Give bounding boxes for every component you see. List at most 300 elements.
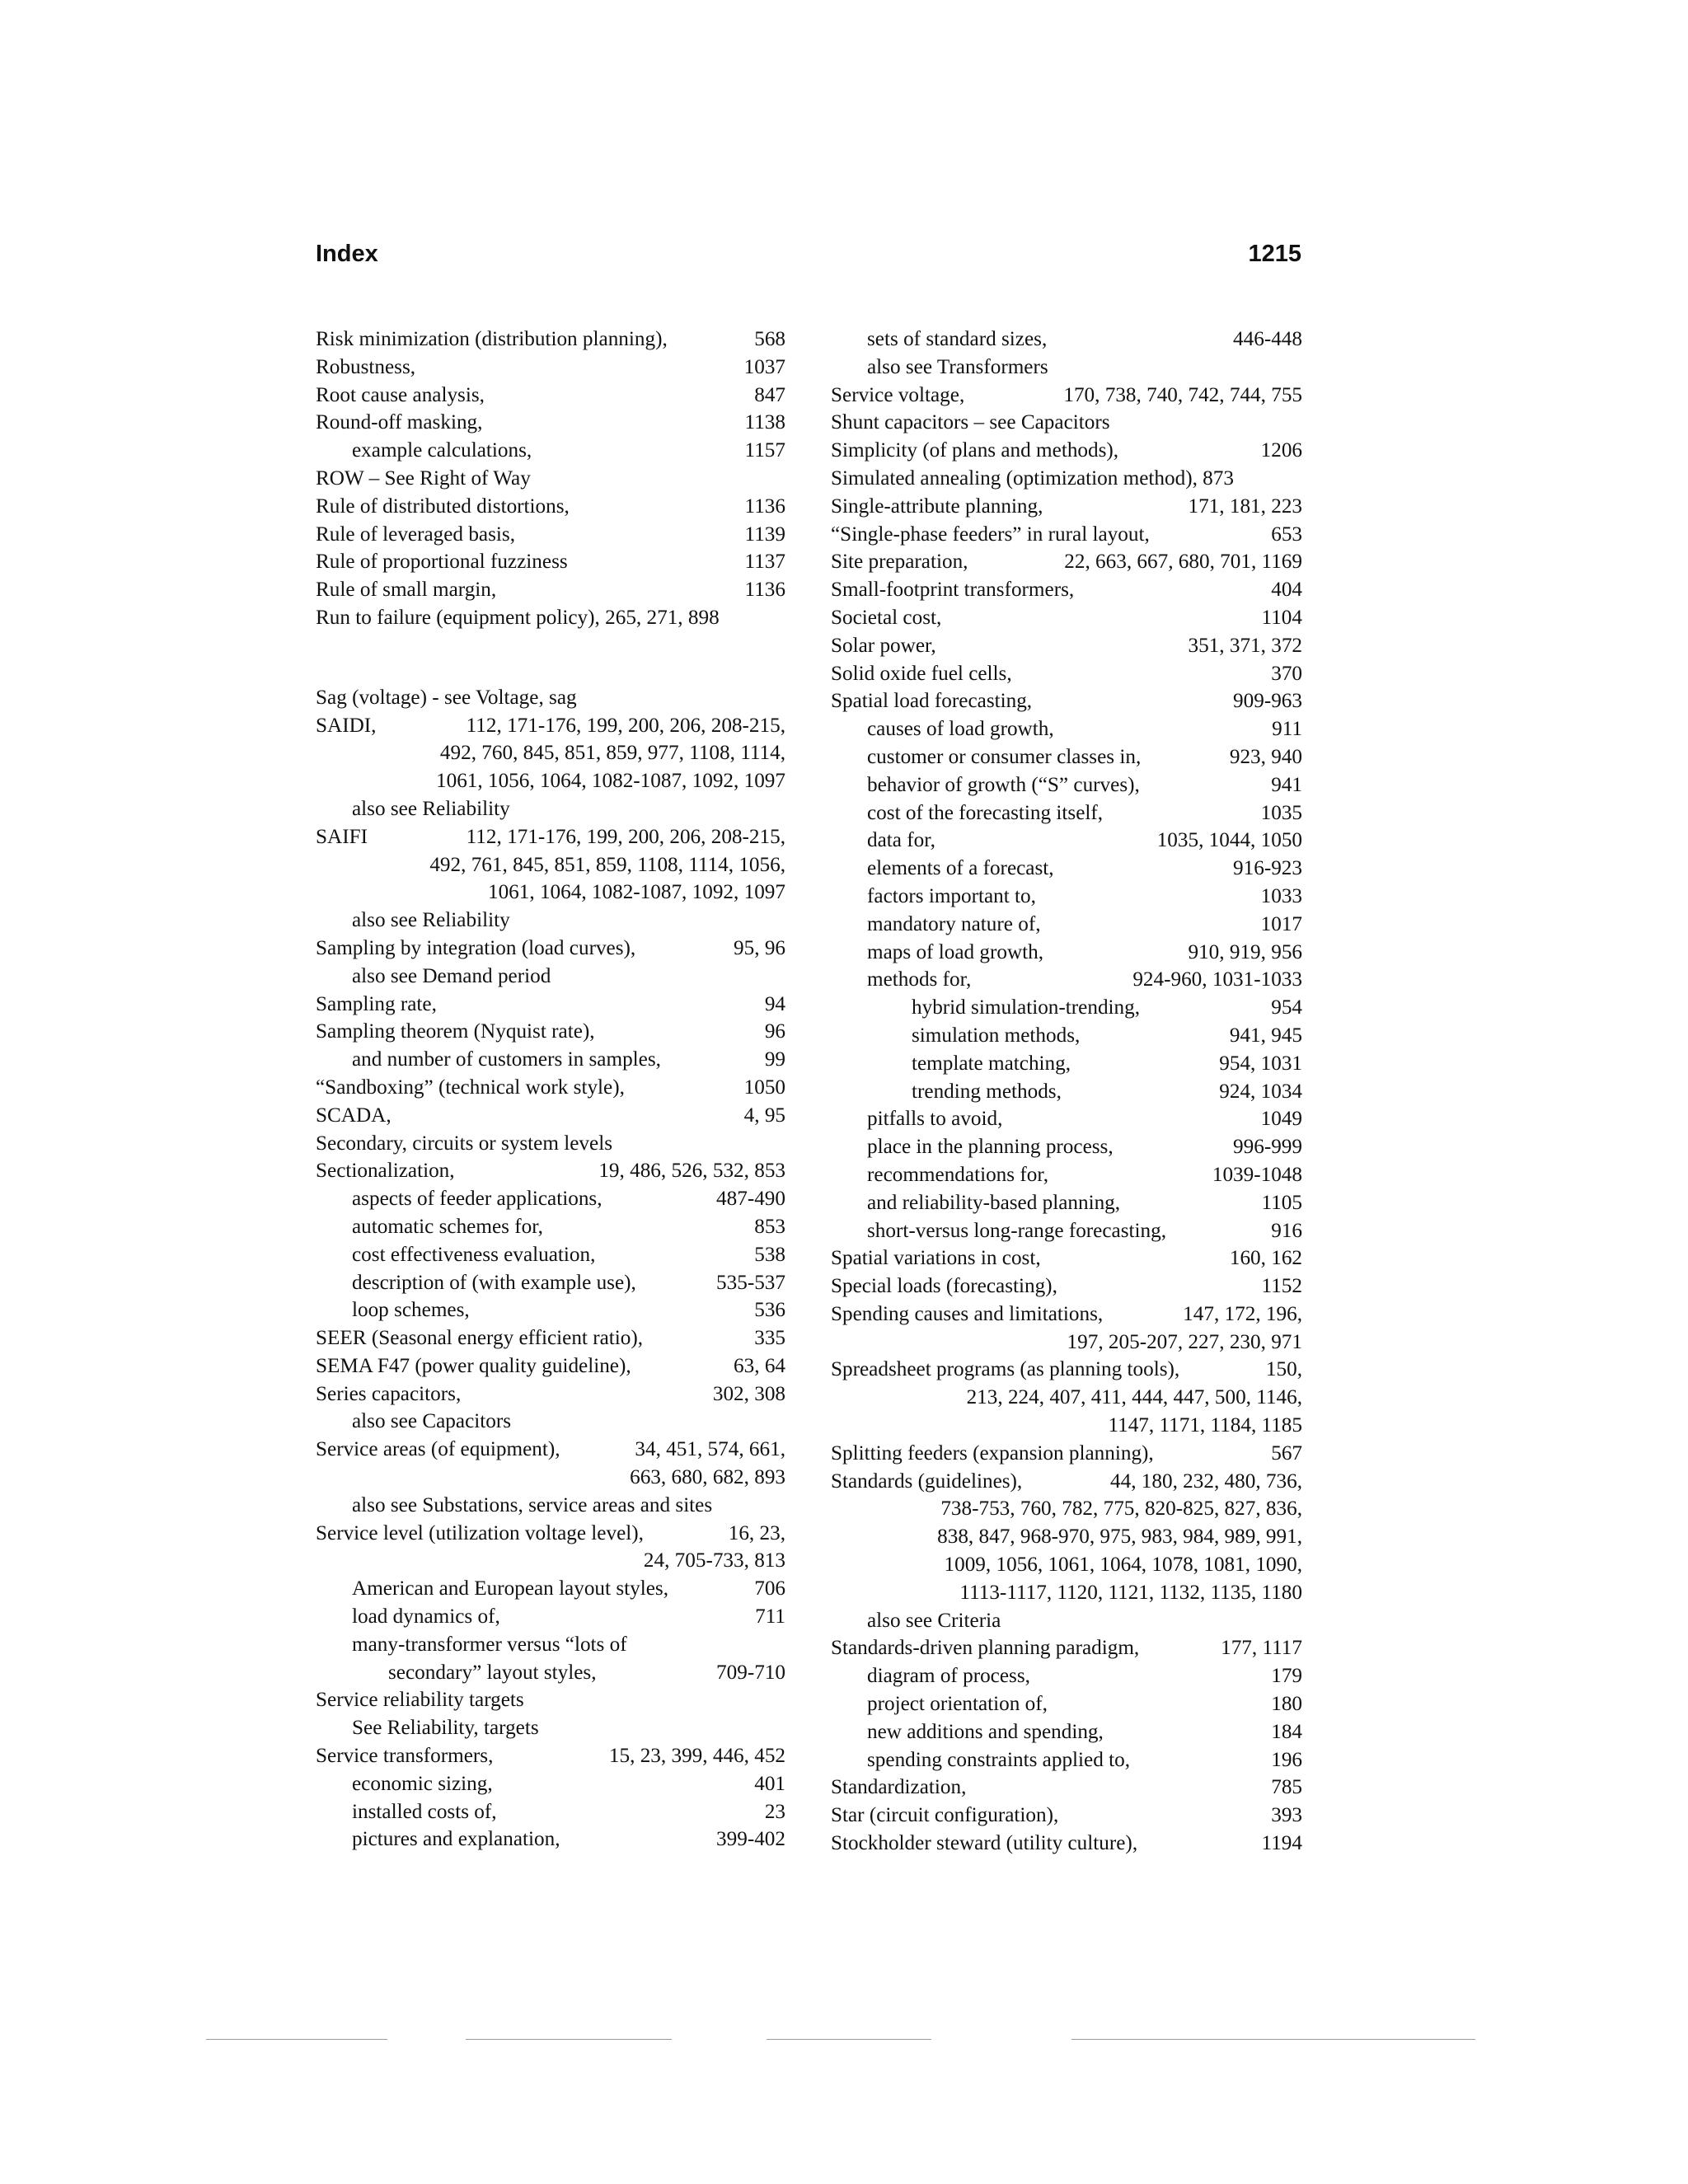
index-subentry <box>831 883 1302 911</box>
index-entry <box>316 604 785 632</box>
index-term: diagram of process, <box>867 1665 1030 1688</box>
page-references: 535-537 <box>716 1271 785 1294</box>
page-references: 1147, 1171, 1184, 1185 <box>1108 1414 1302 1437</box>
index-entry <box>831 604 1302 632</box>
index-term: Service areas (of equipment), <box>316 1438 560 1461</box>
page-references: 197, 205-207, 227, 230, 971 <box>1067 1330 1302 1353</box>
index-entry <box>316 1130 785 1158</box>
page-references: 909-963 <box>1233 690 1302 713</box>
index-entry <box>316 521 785 549</box>
page-references: 924-960, 1031-1033 <box>1132 968 1302 991</box>
index-entry <box>831 465 1302 493</box>
index-term: elements of a forecast, <box>867 857 1054 880</box>
index-term: “Sandboxing” (technical work style), <box>316 1076 625 1099</box>
index-entry <box>316 493 785 521</box>
page-references: 1136 <box>744 494 785 518</box>
index-term: cost effectiveness evaluation, <box>352 1243 596 1266</box>
page-references: 923, 940 <box>1229 745 1302 768</box>
index-term: Simplicity (of plans and methods), <box>831 439 1119 462</box>
index-term: SAIFI <box>316 825 368 848</box>
index-subentry <box>831 994 1302 1022</box>
index-term: Spreadsheet programs (as planning tools), <box>831 1358 1180 1381</box>
page-references: 568 <box>754 328 785 350</box>
index-term: Single-attribute planning, <box>831 494 1043 518</box>
index-entry-continuation <box>831 1523 1302 1551</box>
index-entry <box>316 712 785 740</box>
index-entry <box>316 991 785 1019</box>
index-term: recommendations for, <box>867 1163 1049 1186</box>
page-references: 1061, 1064, 1082-1087, 1092, 1097 <box>487 881 785 904</box>
page-references: 112, 171-176, 199, 200, 206, 208-215, <box>466 825 785 848</box>
index-subentry <box>831 1189 1302 1217</box>
scan-artifact <box>1071 2039 1475 2040</box>
index-term: Shunt capacitors – see Capacitors <box>831 411 1110 434</box>
page-references: 663, 680, 682, 893 <box>630 1466 785 1489</box>
page-references: 706 <box>754 1577 785 1601</box>
page-references: 96 <box>764 1020 785 1043</box>
page-references: 302, 308 <box>712 1382 785 1405</box>
index-subentry <box>316 1269 785 1297</box>
page-references: 184 <box>1271 1720 1302 1743</box>
index-subentry <box>831 1662 1302 1690</box>
page-header <box>316 241 1301 274</box>
index-term: Risk minimization (distribution planning), <box>316 328 668 350</box>
page-references: 1017 <box>1260 912 1302 935</box>
index-subentry <box>831 1161 1302 1189</box>
page-references: 916-923 <box>1233 857 1302 880</box>
index-term: Stockholder steward (utility culture), <box>831 1832 1138 1855</box>
index-term: “Single-phase feeders” in rural layout, <box>831 523 1150 546</box>
index-term: short-versus long-range forecasting, <box>867 1219 1167 1242</box>
index-entry-continuation <box>831 1384 1302 1412</box>
index-term: mandatory nature of, <box>867 912 1041 935</box>
index-subentry <box>831 939 1302 967</box>
index-subentry <box>831 354 1302 382</box>
index-entry <box>316 354 785 382</box>
index-term: American and European layout styles, <box>352 1577 668 1601</box>
page-references: 94 <box>764 992 785 1015</box>
index-term: maps of load growth, <box>867 940 1044 963</box>
page-references: 180 <box>1271 1693 1302 1716</box>
index-term: data for, <box>867 829 935 852</box>
index-entry <box>831 437 1302 465</box>
index-entry-continuation <box>831 1329 1302 1357</box>
page-references: 177, 1117 <box>1221 1637 1302 1660</box>
index-term: factors important to, <box>867 884 1036 907</box>
index-term: also see Substations, service areas and sites <box>352 1493 713 1516</box>
index-term: spending constraints applied to, <box>867 1748 1130 1771</box>
index-subentry <box>316 1714 785 1742</box>
page-references: 23 <box>764 1800 785 1823</box>
index-term: aspects of feeder applications, <box>352 1188 603 1211</box>
index-term: Spatial load forecasting, <box>831 690 1033 713</box>
index-subentry <box>831 743 1302 771</box>
page-references: 1035 <box>1260 801 1302 824</box>
index-entry <box>831 1301 1302 1329</box>
index-entry-continuation <box>316 1464 785 1492</box>
index-term: Sampling by integration (load curves), <box>316 936 636 959</box>
index-term: also see Reliability <box>352 909 510 932</box>
index-term: Societal cost, <box>831 606 942 629</box>
page-references: 446-448 <box>1233 328 1302 350</box>
index-term: pictures and explanation, <box>352 1828 560 1851</box>
index-entry <box>831 1634 1302 1662</box>
page-number: 1215 <box>1248 241 1301 267</box>
page-references: 1039-1048 <box>1212 1163 1302 1186</box>
index-subentry <box>316 1631 785 1659</box>
page-references: 1136 <box>744 579 785 602</box>
index-term: trending methods, <box>912 1080 1062 1103</box>
index-term: Rule of small margin, <box>316 579 497 602</box>
page-references: 1137 <box>744 551 785 574</box>
index-term: place in the planning process, <box>867 1136 1114 1159</box>
index-term: Rule of proportional fuzziness <box>316 551 568 574</box>
page-references: 941 <box>1271 773 1302 796</box>
page-references: 567 <box>1271 1441 1302 1465</box>
index-entry <box>831 1774 1302 1802</box>
page-references: 853 <box>754 1215 785 1238</box>
index-term: Spatial variations in cost, <box>831 1247 1041 1270</box>
index-term: Secondary, circuits or system levels <box>316 1132 612 1155</box>
index-term: Standards-driven planning paradigm, <box>831 1637 1140 1660</box>
page-references: 1139 <box>744 523 785 546</box>
page-references: 492, 760, 845, 851, 859, 977, 1108, 1114, <box>439 742 785 765</box>
index-entry <box>316 684 785 712</box>
index-term: SAIDI, <box>316 714 377 737</box>
index-term: also see Capacitors <box>352 1410 512 1433</box>
page-references: 1049 <box>1260 1108 1302 1131</box>
index-column-left <box>316 326 785 1854</box>
page-references: 1157 <box>744 439 785 462</box>
scan-artifact <box>767 2039 931 2040</box>
index-term: economic sizing, <box>352 1772 493 1795</box>
index-term: Round-off masking, <box>316 411 483 434</box>
page-references: 738-753, 760, 782, 775, 820-825, 827, 836, <box>940 1497 1302 1521</box>
index-term: description of (with example use), <box>352 1271 636 1294</box>
page-references: 954 <box>1271 996 1302 1019</box>
page-references: 351, 371, 372 <box>1188 634 1302 657</box>
index-subentry <box>831 799 1302 827</box>
index-term: causes of load growth, <box>867 718 1054 741</box>
page-references: 1138 <box>744 411 785 434</box>
index-entry <box>316 935 785 963</box>
index-term: load dynamics of, <box>352 1605 500 1629</box>
index-entry-continuation <box>831 1579 1302 1607</box>
index-subentry <box>316 963 785 991</box>
index-entry <box>831 1272 1302 1301</box>
index-subentry <box>831 1217 1302 1245</box>
page-references: 4, 95 <box>743 1104 785 1127</box>
index-term: hybrid simulation-trending, <box>912 996 1141 1019</box>
index-entry <box>316 1157 785 1185</box>
index-column-right <box>831 326 1302 1858</box>
index-subentry <box>831 855 1302 883</box>
page-references: 95, 96 <box>734 936 785 959</box>
index-entry <box>831 1244 1302 1272</box>
index-term: Standardization, <box>831 1776 967 1799</box>
page-references: 44, 180, 232, 480, 736, <box>1110 1469 1302 1493</box>
page-references: 16, 23, <box>728 1521 785 1544</box>
index-subentry <box>316 1241 785 1269</box>
scan-artifact <box>206 2039 387 2040</box>
index-term: automatic schemes for, <box>352 1215 543 1238</box>
index-entry <box>316 1074 785 1102</box>
index-term: Service reliability targets <box>316 1689 524 1712</box>
index-subentry <box>316 1825 785 1854</box>
index-subentry <box>831 1022 1302 1050</box>
page-references: 538 <box>754 1243 785 1266</box>
page-references: 536 <box>754 1299 785 1322</box>
page-references: 1113-1117, 1120, 1121, 1132, 1135, 1180 <box>959 1581 1302 1604</box>
page-references: 370 <box>1271 662 1302 685</box>
index-subentry <box>831 1718 1302 1746</box>
index-term: example calculations, <box>352 439 532 462</box>
index-term: Service level (utilization voltage level), <box>316 1521 644 1544</box>
index-entry <box>831 660 1302 688</box>
index-term: and number of customers in samples, <box>352 1048 661 1071</box>
index-entry <box>831 576 1302 604</box>
page-references: 847 <box>754 383 785 406</box>
index-entry <box>831 687 1302 715</box>
index-term: SEMA F47 (power quality guideline), <box>316 1354 631 1377</box>
page-references: 1050 <box>743 1076 785 1099</box>
index-term: secondary” layout styles, <box>388 1661 597 1684</box>
running-title: Index <box>316 241 378 267</box>
index-subentry <box>831 827 1302 855</box>
index-subentry <box>831 1105 1302 1133</box>
index-entry <box>316 1380 785 1408</box>
index-term: Rule of leveraged basis, <box>316 523 515 546</box>
index-entry <box>316 1324 785 1352</box>
index-entry <box>831 632 1302 660</box>
page-references: 785 <box>1271 1776 1302 1799</box>
index-term: Site preparation, <box>831 551 968 574</box>
index-subentry <box>831 715 1302 743</box>
index-term: loop schemes, <box>352 1299 470 1322</box>
page-references: 34, 451, 574, 661, <box>635 1438 785 1461</box>
page-references: 492, 761, 845, 851, 859, 1108, 1114, 1056, <box>429 853 785 876</box>
index-subentry <box>831 326 1302 354</box>
index-term: Sectionalization, <box>316 1160 455 1183</box>
index-term: behavior of growth (“S” curves), <box>867 773 1140 796</box>
index-term: and reliability-based planning, <box>867 1191 1121 1214</box>
page-references: 1104 <box>1261 606 1302 629</box>
index-term: new additions and spending, <box>867 1720 1104 1743</box>
index-subentry <box>831 911 1302 939</box>
page-references: 112, 171-176, 199, 200, 206, 208-215, <box>466 714 785 737</box>
index-entry <box>831 548 1302 576</box>
page-references: 709-710 <box>716 1661 785 1684</box>
index-term: Solid oxide fuel cells, <box>831 662 1012 685</box>
index-term: also see Transformers <box>867 355 1048 378</box>
index-entry <box>316 382 785 410</box>
index-term: Service transformers, <box>316 1745 494 1768</box>
index-subentry <box>316 1575 785 1603</box>
index-term: many-transformer versus “lots of <box>352 1633 627 1656</box>
index-subentry <box>831 1607 1302 1635</box>
index-subentry <box>316 1408 785 1436</box>
index-entry <box>316 465 785 493</box>
index-term: Sag (voltage) - see Voltage, sag <box>316 686 577 709</box>
index-subentry <box>316 437 785 465</box>
index-term: installed costs of, <box>352 1800 497 1823</box>
page-references: 19, 486, 526, 532, 853 <box>598 1160 785 1183</box>
index-subentry <box>831 771 1302 799</box>
index-entry-continuation <box>316 851 785 879</box>
index-term: Solar power, <box>831 634 936 657</box>
page-references: 1033 <box>1260 884 1302 907</box>
index-term: SCADA, <box>316 1104 392 1127</box>
index-subentry <box>831 966 1302 994</box>
page-references: 1194 <box>1261 1832 1302 1855</box>
index-term: Sampling theorem (Nyquist rate), <box>316 1020 595 1043</box>
index-subentry <box>831 1050 1302 1078</box>
index-entry-continuation <box>316 1547 785 1575</box>
index-term: sets of standard sizes, <box>867 328 1048 350</box>
index-entry <box>316 1436 785 1464</box>
index-subentry <box>831 1078 1302 1106</box>
index-entry <box>831 382 1302 410</box>
index-entry <box>316 576 785 604</box>
page-references: 911 <box>1272 718 1302 741</box>
page-references: 924, 1034 <box>1219 1080 1302 1103</box>
index-subentry <box>316 1492 785 1520</box>
page-references: 15, 23, 399, 446, 452 <box>608 1745 785 1768</box>
index-entry <box>316 823 785 851</box>
page-references: 196 <box>1271 1748 1302 1771</box>
index-term: simulation methods, <box>912 1024 1081 1047</box>
page-references: 1152 <box>1261 1275 1302 1298</box>
page-references: 910, 919, 956 <box>1188 940 1302 963</box>
index-term: Sampling rate, <box>316 992 437 1015</box>
index-term: Simulated annealing (optimization method), 873 <box>831 466 1234 490</box>
page-references: 401 <box>754 1772 785 1795</box>
index-subentry <box>316 1603 785 1631</box>
index-subentry <box>316 1659 785 1687</box>
index-term: project orientation of, <box>867 1693 1048 1716</box>
index-subentry <box>831 1746 1302 1774</box>
page-references: 99 <box>764 1048 785 1071</box>
index-term: also see Criteria <box>867 1609 1001 1632</box>
page-references: 916 <box>1271 1219 1302 1242</box>
index-term: Series capacitors, <box>316 1382 462 1405</box>
index-entry <box>831 493 1302 521</box>
index-entry <box>831 1356 1302 1384</box>
index-term: Run to failure (equipment policy), 265, 271, 898 <box>316 606 720 629</box>
index-entry <box>316 1742 785 1770</box>
page-references: 22, 663, 667, 680, 701, 1169 <box>1064 551 1302 574</box>
page-references: 63, 64 <box>734 1354 785 1377</box>
page-references: 838, 847, 968-970, 975, 983, 984, 989, 991, <box>937 1526 1302 1549</box>
index-entry <box>831 1468 1302 1496</box>
index-term: Small-footprint transformers, <box>831 579 1075 602</box>
index-entry-continuation <box>316 767 785 795</box>
page-references: 1009, 1056, 1061, 1064, 1078, 1081, 1090, <box>944 1554 1302 1577</box>
index-term: SEER (Seasonal energy efficient ratio), <box>316 1327 644 1350</box>
index-entry-continuation <box>831 1495 1302 1523</box>
page-references: 393 <box>1271 1804 1302 1827</box>
index-entry <box>316 548 785 576</box>
index-subentry <box>831 1690 1302 1718</box>
index-subentry <box>316 1798 785 1826</box>
index-term: Standards (guidelines), <box>831 1469 1023 1493</box>
page-references: 179 <box>1271 1665 1302 1688</box>
index-entry <box>316 1520 785 1548</box>
index-term: Robustness, <box>316 355 416 378</box>
index-entry <box>316 1018 785 1046</box>
page-references: 24, 705-733, 813 <box>643 1549 785 1572</box>
index-term: Special loads (forecasting), <box>831 1275 1057 1298</box>
page-references: 170, 738, 740, 742, 744, 755 <box>1063 383 1302 406</box>
page-references: 1037 <box>743 355 785 378</box>
page-references: 653 <box>1271 523 1302 546</box>
index-term: also see Demand period <box>352 964 551 987</box>
page-references: 150, <box>1265 1358 1302 1381</box>
page-references: 1061, 1056, 1064, 1082-1087, 1092, 1097 <box>436 770 785 793</box>
index-term: Spending causes and limitations, <box>831 1302 1104 1325</box>
index-entry <box>316 1352 785 1380</box>
index-term: Splitting feeders (expansion planning), <box>831 1441 1154 1465</box>
section-gap <box>316 632 785 684</box>
index-entry-continuation <box>316 879 785 907</box>
page-references: 1206 <box>1260 439 1302 462</box>
page-references: 1035, 1044, 1050 <box>1156 829 1302 852</box>
index-entry-continuation <box>831 1412 1302 1440</box>
index-subentry <box>316 1046 785 1074</box>
page-references: 954, 1031 <box>1219 1052 1302 1075</box>
page-references: 404 <box>1271 579 1302 602</box>
page-references: 941, 945 <box>1229 1024 1302 1047</box>
index-subentry <box>316 1185 785 1213</box>
index-term: also see Reliability <box>352 797 510 820</box>
index-entry <box>316 1686 785 1714</box>
index-term: cost of the forecasting itself, <box>867 801 1104 824</box>
index-entry-continuation <box>831 1551 1302 1579</box>
index-term: Root cause analysis, <box>316 383 485 406</box>
index-entry <box>831 521 1302 549</box>
page-references: 160, 162 <box>1229 1247 1302 1270</box>
page-references: 147, 172, 196, <box>1183 1302 1302 1325</box>
index-term: template matching, <box>912 1052 1071 1075</box>
index-entry-continuation <box>316 739 785 767</box>
index-subentry <box>316 1296 785 1324</box>
index-term: ROW – See Right of Way <box>316 466 531 490</box>
page-references: 1105 <box>1261 1191 1302 1214</box>
scan-artifact <box>466 2039 672 2040</box>
index-term: Rule of distributed distortions, <box>316 494 570 518</box>
index-term: customer or consumer classes in, <box>867 745 1142 768</box>
page-references: 487-490 <box>716 1188 785 1211</box>
index-subentry <box>831 1133 1302 1161</box>
page-references: 335 <box>754 1327 785 1350</box>
page-references: 399-402 <box>716 1828 785 1851</box>
index-entry <box>831 409 1302 437</box>
index-term: See Reliability, targets <box>352 1717 539 1740</box>
index-subentry <box>316 1213 785 1241</box>
index-entry <box>316 326 785 354</box>
index-entry <box>316 409 785 437</box>
page-references: 711 <box>755 1605 785 1629</box>
index-entry <box>831 1802 1302 1830</box>
index-entry <box>831 1440 1302 1468</box>
page-references: 996-999 <box>1233 1136 1302 1159</box>
page-references: 171, 181, 223 <box>1188 494 1302 518</box>
index-entry <box>316 1102 785 1130</box>
index-subentry <box>316 907 785 935</box>
index-entry <box>831 1830 1302 1858</box>
page-references: 213, 224, 407, 411, 444, 447, 500, 1146, <box>966 1386 1302 1409</box>
index-subentry <box>316 1770 785 1798</box>
